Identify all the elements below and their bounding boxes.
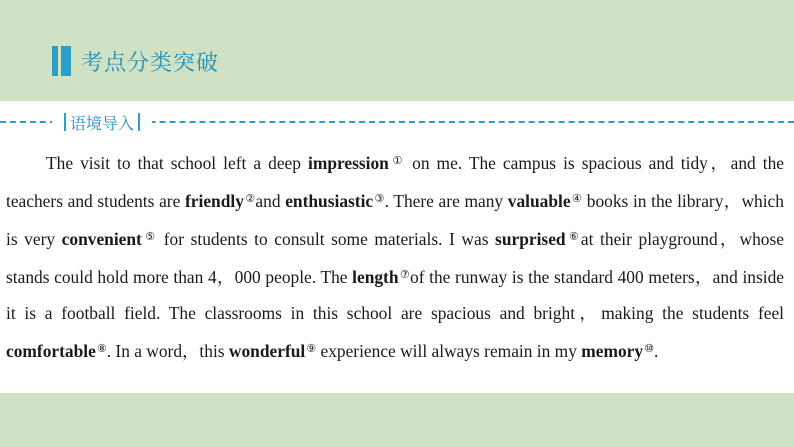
passage-text: of the runway is the standard 400 meters，and inside it is a football field. The classrooms in this school are spacious and bright，making the students feel	[6, 267, 784, 323]
vocab-word: memory	[581, 341, 644, 361]
passage-text: The visit to that school left a deep	[46, 153, 308, 173]
vocab-word: convenient	[61, 229, 142, 249]
vocab-word: valuable	[507, 191, 571, 211]
passage-text: experience will always remain in my	[316, 341, 582, 361]
passage-text: . There are many	[384, 191, 508, 211]
passage-text: at their playground，whose stands could hold more than 4，000 people. The	[6, 229, 784, 287]
vocab-number-mark: ④	[571, 192, 583, 205]
vocab-word: wonderful	[228, 341, 306, 361]
vocab-number-mark: ⑥	[566, 230, 581, 243]
vocab-number-mark: ⑤	[142, 230, 158, 243]
passage-text: for students to consult some materials. I was	[157, 229, 496, 249]
section-header	[52, 44, 219, 78]
vocab-word: length	[352, 267, 399, 287]
vocab-number-mark: ⑩	[644, 342, 654, 355]
vocab-number-mark: ③	[374, 192, 385, 205]
passage-text: .	[653, 341, 659, 361]
reading-passage	[6, 143, 784, 369]
content-panel	[0, 101, 794, 393]
header-accent-bar	[52, 46, 58, 76]
vocab-number-mark: ②	[244, 192, 256, 205]
vocab-number-mark: ①	[389, 154, 406, 167]
label-left-bar	[64, 113, 66, 131]
page-title: 考点分类突破	[81, 50, 220, 76]
vocab-word: surprised	[495, 229, 566, 249]
vocab-word: enthusiastic	[285, 191, 374, 211]
vocab-word: friendly	[184, 191, 244, 211]
passage-text: books in the library，which is very	[6, 191, 784, 249]
vocab-number-mark: ⑨	[306, 342, 317, 355]
vocab-number-mark: ⑧	[96, 342, 107, 355]
vocab-number-mark: ⑦	[399, 268, 411, 281]
vocab-word: impression	[308, 153, 389, 173]
context-label-text: 语境导入	[70, 113, 135, 133]
label-right-bar	[138, 113, 140, 131]
passage-text: on me. The campus is spacious and tidy，and the teachers and students are	[6, 153, 784, 211]
passage-text: and	[255, 191, 286, 211]
passage-text: . In a word，this	[106, 341, 229, 361]
context-label	[52, 109, 152, 135]
header-accent-block	[61, 46, 71, 76]
vocab-word: comfortable	[6, 341, 96, 361]
